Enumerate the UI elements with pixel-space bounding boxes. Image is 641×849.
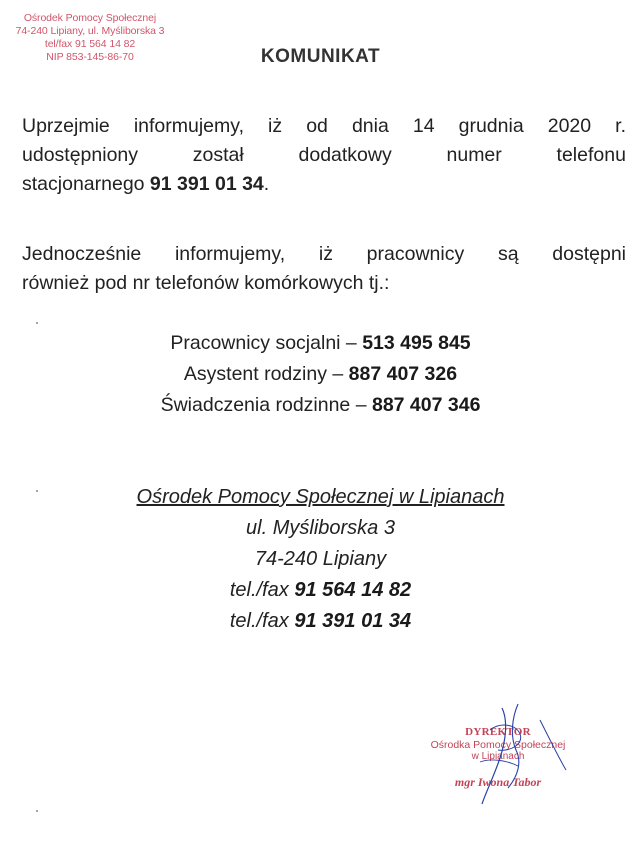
word: telefonu (556, 144, 626, 166)
contact-number: 887 407 346 (371, 394, 481, 416)
contact-row-family-benefits (0, 390, 641, 421)
scan-speck (36, 810, 38, 812)
address-phone-2 (0, 606, 641, 637)
paragraph1-line1 (22, 112, 626, 141)
phone-number: 91 391 01 34 (294, 610, 412, 632)
word: iż (268, 115, 283, 137)
contact-list (0, 328, 641, 421)
word: informujemy, (133, 115, 244, 137)
paragraph-announcement (22, 112, 626, 199)
paragraph2-line1 (22, 240, 626, 269)
scan-speck (36, 322, 38, 324)
contact-row-social-workers (0, 328, 641, 359)
handwritten-signature-icon (390, 700, 590, 810)
director-signature (390, 700, 590, 810)
contact-row-family-assistant (0, 359, 641, 390)
address-street: ul. Myśliborska 3 (246, 517, 395, 539)
director-institution: Ośrodka Pomocy Społecznej (430, 739, 566, 751)
word: pracownicy (366, 243, 465, 265)
word: numer (446, 144, 502, 166)
word: iż (318, 243, 333, 265)
contact-separator: – (350, 394, 372, 416)
contact-separator: – (340, 332, 363, 354)
phone-prefix: tel./fax (229, 610, 295, 632)
contact-label: Świadczenia rodzinne (160, 394, 351, 416)
contact-label: Asystent rodziny (183, 363, 327, 385)
paragraph1-line2 (22, 141, 626, 170)
institution-address (0, 482, 641, 637)
stamp-line-phone: tel/fax 91 564 14 82 (44, 38, 136, 50)
institution-name: Ośrodek Pomocy Społecznej w Lipianach (136, 486, 505, 508)
contact-number: 887 407 326 (348, 363, 458, 385)
stamp-line-address: 74-240 Lipiany, ul. Myśliborska 3 (15, 25, 165, 37)
word: od (306, 115, 328, 137)
paragraph-mobile-info (22, 240, 626, 298)
paragraph2-line2: również pod nr telefonów komórkowych tj.: (22, 272, 390, 294)
scan-speck (36, 490, 38, 492)
word: Uprzejmie (22, 115, 110, 137)
word: grudnia (458, 115, 524, 137)
address-phone-1 (0, 575, 641, 606)
period: . (263, 173, 270, 195)
word: 2020 (547, 115, 592, 137)
contact-separator: – (326, 363, 349, 385)
director-title: DYREKTOR (465, 726, 531, 738)
director-name: mgr Iwona Tabor (454, 775, 542, 789)
word: został (192, 144, 244, 166)
word: są (497, 243, 519, 265)
word: udostępniony (22, 144, 139, 166)
word: dodatkowy (298, 144, 392, 166)
stamp-line-nip: NIP 853-145-86-70 (46, 51, 134, 63)
phone-number: 91 564 14 82 (294, 579, 412, 601)
paragraph1-text: stacjonarnego (22, 173, 150, 195)
word: Jednocześnie (22, 243, 142, 265)
word: 14 (412, 115, 435, 137)
word: informujemy, (174, 243, 286, 265)
contact-label: Pracownicy socjalni (170, 332, 341, 354)
address-city: 74-240 Lipiany (254, 548, 387, 570)
document-title: KOMUNIKAT (260, 46, 381, 67)
stamp-line-name: Ośrodek Pomocy Społecznej (23, 12, 157, 24)
word: dostępni (552, 243, 626, 265)
word: dnia (351, 115, 389, 137)
paragraph1-line3 (22, 170, 626, 199)
contact-number: 513 495 845 (362, 332, 471, 354)
phone-prefix: tel./fax (229, 579, 295, 601)
director-location: w Lipianach (471, 751, 525, 762)
word: r. (615, 115, 626, 137)
new-landline-number: 91 391 01 34 (149, 173, 264, 195)
